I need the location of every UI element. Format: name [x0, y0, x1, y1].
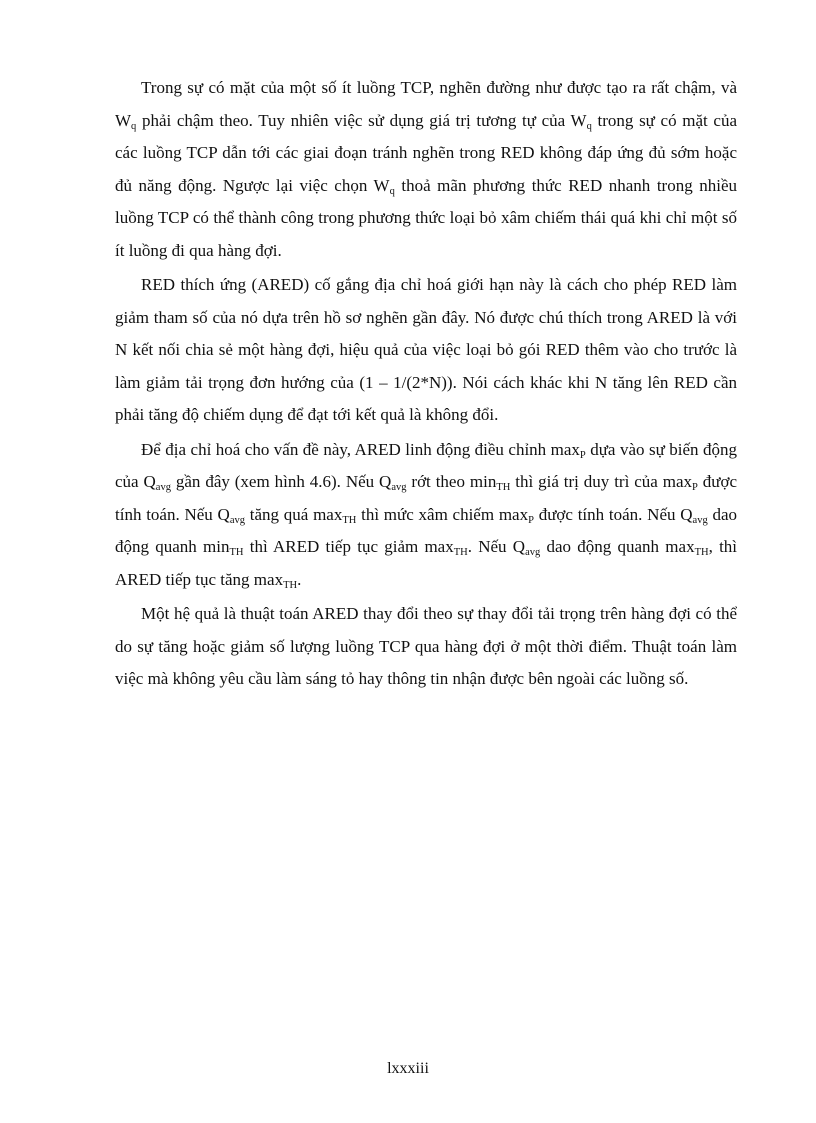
text-run: RED thích ứng (ARED) cố gắng địa chỉ hoá giới hạn này là cách cho phép RED làm giảm tham số của nó dựa trên hồ sơ nghẽn gần đây. Nó được chú thích trong ARED là với N kết nối chia sẻ một hàng đợi, hiệu quả của việc loại bỏ gói RED thêm vào cho trước là làm giảm tải trọng đơn hướng của (1 – 1/(2*N)). Nói cách khác khi N tăng lên RED cần phải tăng độ chiếm dụng để đạt tới kết quả là không đổi.	[115, 275, 737, 424]
subscript-text: avg	[525, 547, 541, 558]
text-run: thì giá trị duy trì của max	[510, 472, 692, 491]
text-run: dao động quanh min	[115, 504, 737, 556]
text-run: thoả mãn phương thức RED nhanh trong nhiều luồng TCP có thể thành công trong phương thức loại bỏ xâm chiếm thái quá khi chỉ một số ít luồng đi qua hàng đợi.	[115, 175, 737, 260]
text-run: trong sự có mặt của các luồng TCP dẫn tới các giai đoạn tránh nghẽn trong RED không đáp ứng đủ sớm hoặc đủ năng động. Ngược lại việc chọn W	[115, 110, 738, 195]
subscript-text: TH	[453, 547, 468, 558]
paragraph-2	[115, 269, 737, 432]
subscript-text: q	[586, 120, 592, 132]
text-run: thì mức xâm chiếm max	[356, 504, 529, 524]
subscript-text: P	[528, 514, 534, 526]
text-run: Một hệ quả là thuật toán ARED thay đổi theo sự thay đổi tải trọng trên hàng đợi có thể do sự tăng hoặc giảm số lượng luồng TCP qua hàng đợi ở một thời điểm. Thuật toán làm việc mà không yêu cầu làm sáng tỏ hay thông tin nhận được bên ngoài các luồng số.	[115, 604, 737, 688]
subscript-text: TH	[496, 482, 511, 493]
text-run: Để địa chỉ hoá cho vấn đề này, ARED linh động điều chỉnh max	[141, 439, 580, 459]
subscript-text: TH	[283, 579, 298, 591]
paragraph-4	[115, 598, 737, 696]
text-run: được tính toán. Nếu Q	[115, 472, 737, 524]
text-run: gần đây (xem hình 4.6). Nếu Q	[170, 472, 392, 491]
text-run: dựa vào sự biến động của Q	[115, 439, 737, 491]
subscript-text: P	[691, 482, 698, 493]
subscript-text: avg	[229, 514, 245, 526]
text-run: được tính toán. Nếu Q	[533, 504, 693, 524]
text-run: thì ARED tiếp tục giảm max	[243, 537, 454, 556]
text-run: , thì ARED tiếp tục tăng max	[115, 537, 738, 589]
text-run: .	[297, 569, 302, 589]
paragraph-3	[115, 434, 737, 597]
document-body	[115, 72, 737, 696]
text-run: tăng quá max	[245, 504, 343, 524]
subscript-text: TH	[342, 514, 357, 526]
subscript-text: TH	[229, 547, 244, 558]
subscript-text: P	[579, 449, 586, 461]
text-run: dao động quanh max	[540, 537, 695, 556]
text-run: phải chậm theo. Tuy nhiên việc sử dụng giá trị tương tự của W	[136, 110, 587, 130]
subscript-text: avg	[155, 482, 171, 493]
text-run: rớt theo min	[406, 472, 497, 491]
paragraph-1	[115, 72, 737, 267]
subscript-text: avg	[391, 482, 407, 493]
text-run: Trong sự có mặt của một số ít luồng TCP, nghẽn đường như được tạo ra rất chậm, và W	[115, 78, 737, 130]
text-run: . Nếu Q	[467, 537, 526, 556]
subscript-text: TH	[694, 547, 709, 558]
subscript-text: q	[131, 120, 137, 132]
page-number: lxxxiii	[387, 1060, 429, 1077]
subscript-text: q	[389, 185, 395, 197]
subscript-text: avg	[692, 514, 708, 526]
